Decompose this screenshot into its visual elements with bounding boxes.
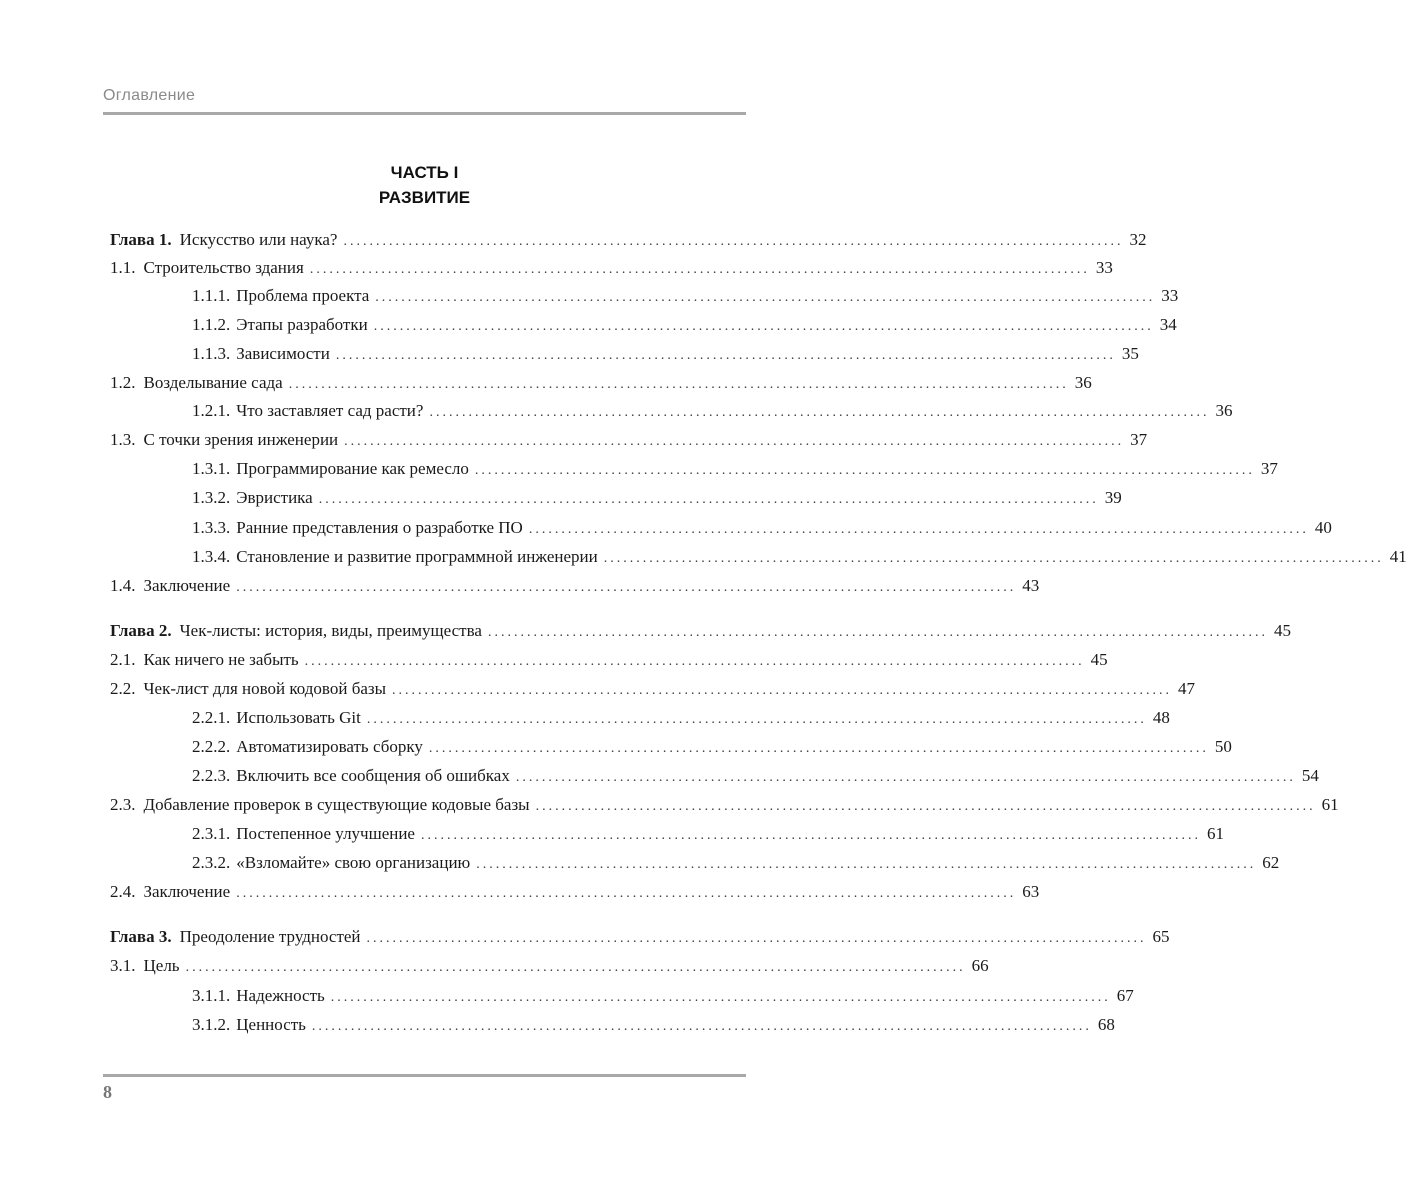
dot-leader: ........................................................................................................................	[392, 683, 1173, 698]
toc-entry-page: 37	[1130, 430, 1148, 449]
toc-entry-page: 48	[1152, 708, 1170, 727]
toc-entry-title: С точки зрения инженерии	[143, 430, 339, 449]
toc-entry-page: 36	[1074, 373, 1092, 392]
toc-entry	[110, 256, 1113, 280]
toc-entry	[192, 851, 1280, 875]
toc-entry-page: 62	[1262, 853, 1280, 872]
toc-entry-title: Проблема проекта	[236, 286, 370, 305]
dot-leader: ........................................................................................................................	[366, 931, 1147, 946]
dot-leader: ........................................................................................................................	[330, 990, 1111, 1005]
toc-entry-title: Возделывание сада	[143, 373, 283, 392]
toc-entry-page: 63	[1022, 882, 1040, 901]
toc-entry-title: Надежность	[236, 986, 325, 1005]
toc-entry-page: 43	[1022, 576, 1040, 595]
toc-entry-number: Глава 3.	[110, 927, 172, 946]
toc-entry-page: 65	[1152, 927, 1170, 946]
toc-entry-title: Постепенное улучшение	[236, 824, 415, 843]
toc-entry-number: 2.4.	[110, 882, 136, 901]
toc-entry-number: 2.3.	[110, 795, 136, 814]
part-number: ЧАСТЬ I	[390, 163, 459, 182]
toc-entry-number: 3.1.	[110, 956, 136, 975]
toc-entry-number: 2.3.2.	[192, 853, 231, 872]
toc-entry-page: 50	[1214, 737, 1232, 756]
toc-entry	[110, 648, 1108, 672]
toc-entry-number: 3.1.1.	[192, 986, 231, 1005]
running-head: Оглавление	[103, 87, 196, 104]
dot-leader: ........................................................................................................................	[318, 492, 1099, 507]
toc-entry-number: 2.1.	[110, 650, 136, 669]
toc-entry	[192, 706, 1170, 730]
toc-entry	[110, 925, 1170, 949]
toc-entry-page: 33	[1095, 258, 1113, 277]
toc-entry-title: Как ничего не забыть	[143, 650, 299, 669]
toc-entry-page: 66	[971, 956, 989, 975]
toc-entry	[110, 574, 1040, 598]
toc-entry-page: 39	[1104, 488, 1122, 507]
toc-entry-title: Добавление проверок в существующие кодовые базы	[143, 795, 530, 814]
dot-leader: ........................................................................................................................	[375, 290, 1156, 305]
part-title: РАЗВИТИЕ	[378, 188, 471, 207]
dot-leader: ........................................................................................................................	[476, 857, 1257, 872]
toc-entry	[192, 399, 1233, 423]
toc-entry-page: 32	[1129, 230, 1147, 249]
toc-entry-title: Что заставляет сад расти?	[236, 401, 424, 420]
dot-leader: ........................................................................................................................	[309, 262, 1090, 277]
toc-entry	[192, 342, 1139, 366]
toc-entry	[110, 793, 1339, 817]
dot-leader: ........................................................................................................................	[474, 463, 1255, 478]
toc-entry-number: 1.3.4.	[192, 547, 231, 566]
toc-entry-title: Цель	[143, 956, 180, 975]
toc-entry-title: «Взломайте» свою организацию	[236, 853, 471, 872]
dot-leader: ........................................................................................................................	[366, 712, 1147, 727]
toc-entry-number: 1.3.1.	[192, 459, 231, 478]
toc-entry-number: 2.2.	[110, 679, 136, 698]
toc-entry-number: 3.1.2.	[192, 1015, 231, 1034]
dot-leader: ........................................................................................................................	[515, 770, 1296, 785]
dot-leader: ........................................................................................................................	[487, 625, 1268, 640]
toc-entry-title: Программирование как ремесло	[236, 459, 469, 478]
dot-leader: ........................................................................................................................	[420, 828, 1201, 843]
toc-entry-number: 1.2.1.	[192, 401, 231, 420]
toc-entry-title: Строительство здания	[143, 258, 304, 277]
toc-entry-page: 36	[1215, 401, 1233, 420]
toc-entry-page: 37	[1260, 459, 1278, 478]
toc-entry-page: 45	[1273, 621, 1291, 640]
toc-entry-page: 35	[1121, 344, 1139, 363]
footer-rule	[103, 1074, 746, 1077]
dot-leader: ........................................................................................................................	[185, 960, 966, 975]
toc-entry-title: Чек-лист для новой кодовой базы	[143, 679, 387, 698]
dot-leader: ........................................................................................................................	[335, 348, 1116, 363]
toc-entry	[110, 880, 1040, 904]
toc-entry-number: 1.4.	[110, 576, 136, 595]
toc-entry-number: 1.1.3.	[192, 344, 231, 363]
toc-entry-number: 2.2.1.	[192, 708, 231, 727]
toc-entry	[110, 228, 1147, 252]
toc-entry-number: 2.2.3.	[192, 766, 231, 785]
toc-entry-number: 2.2.2.	[192, 737, 231, 756]
dot-leader: ........................................................................................................................	[344, 434, 1125, 449]
toc-entry	[192, 516, 1332, 540]
toc-entry-title: Включить все сообщения об ошибках	[236, 766, 510, 785]
dot-leader: ........................................................................................................................	[311, 1019, 1092, 1034]
dot-leader: ........................................................................................................................	[304, 654, 1085, 669]
dot-leader: ........................................................................................................................	[429, 405, 1210, 420]
dot-leader: ........................................................................................................................	[343, 234, 1124, 249]
toc-entry-page: 68	[1097, 1015, 1115, 1034]
toc-entry	[192, 284, 1179, 308]
toc-entry-number: 1.1.	[110, 258, 136, 277]
dot-leader: ........................................................................................................................	[528, 522, 1309, 537]
toc-entry-number: 1.2.	[110, 373, 136, 392]
toc-entry-title: Заключение	[143, 882, 231, 901]
toc-entry-page: 45	[1090, 650, 1108, 669]
toc-entry	[192, 1013, 1115, 1037]
toc-entry-title: Заключение	[143, 576, 231, 595]
toc-entry-title: Искусство или наука?	[179, 230, 338, 249]
toc-entry	[110, 371, 1092, 395]
dot-leader: ........................................................................................................................	[236, 886, 1017, 901]
dot-leader: ........................................................................................................................	[236, 580, 1017, 595]
toc-entry	[110, 677, 1196, 701]
toc-entry-number: 2.3.1.	[192, 824, 231, 843]
toc-entry	[192, 545, 1407, 569]
toc-entry-page: 61	[1206, 824, 1224, 843]
toc-entry-page: 47	[1178, 679, 1196, 698]
toc-entry-page: 40	[1314, 518, 1332, 537]
toc-entry-number: 1.1.1.	[192, 286, 231, 305]
toc-entry-title: Эвристика	[236, 488, 313, 507]
page-number: 8	[103, 1082, 112, 1102]
dot-leader: ........................................................................................................................	[428, 741, 1209, 756]
toc-entry-page: 34	[1159, 315, 1177, 334]
toc-entry-title: Ценность	[236, 1015, 306, 1034]
toc-entry	[192, 735, 1232, 759]
toc-entry-title: Чек-листы: история, виды, преимущества	[179, 621, 482, 640]
toc-entry-title: Автоматизировать сборку	[236, 737, 423, 756]
toc-entry-page: 41	[1389, 547, 1407, 566]
toc-entry-number: 1.3.3.	[192, 518, 231, 537]
dot-leader: ........................................................................................................................	[288, 377, 1069, 392]
toc-entry-title: Преодоление трудностей	[179, 927, 361, 946]
dot-leader: ........................................................................................................................	[603, 551, 1384, 566]
toc-entry-number: 1.1.2.	[192, 315, 231, 334]
toc-entry-page: 61	[1321, 795, 1339, 814]
toc-entry-title: Становление и развитие программной инженерии	[236, 547, 598, 566]
toc-entry	[192, 486, 1122, 510]
toc-entry-title: Ранние представления о разработке ПО	[236, 518, 523, 537]
toc-entry-title: Зависимости	[236, 344, 330, 363]
toc-entry-number: Глава 1.	[110, 230, 172, 249]
dot-leader: ........................................................................................................................	[535, 799, 1316, 814]
toc-entry-title: Этапы разработки	[236, 315, 368, 334]
toc-entry	[192, 457, 1278, 481]
toc-entry	[192, 313, 1177, 337]
toc-entry-page: 67	[1116, 986, 1134, 1005]
toc-entry-page: 33	[1161, 286, 1179, 305]
toc-entry	[110, 619, 1291, 643]
toc-entry-title: Использовать Git	[236, 708, 361, 727]
toc-entry-number: Глава 2.	[110, 621, 172, 640]
toc-entry-page: 54	[1301, 766, 1319, 785]
dot-leader: ........................................................................................................................	[373, 319, 1154, 334]
toc-entry	[192, 764, 1319, 788]
toc-entry-number: 1.3.	[110, 430, 136, 449]
toc-entry-number: 1.3.2.	[192, 488, 231, 507]
toc-entry	[192, 822, 1224, 846]
toc-entry	[192, 984, 1134, 1008]
toc-entry	[110, 428, 1148, 452]
toc-entry	[110, 954, 989, 978]
